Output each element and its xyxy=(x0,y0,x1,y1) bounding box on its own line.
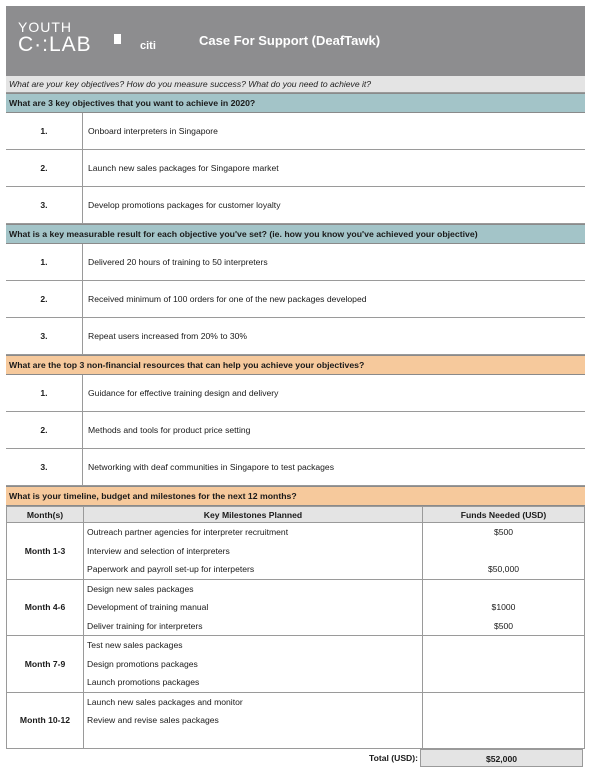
month-cell: Month 1-3 xyxy=(7,523,84,580)
objective-row xyxy=(6,244,585,281)
milestones-cell xyxy=(84,523,423,580)
section-heading: What is a key measurable result for each objective you've set? (ie. how you know you've achieved your objective) xyxy=(6,224,585,244)
section-heading: What are 3 key objectives that you want to achieve in 2020? xyxy=(6,93,585,113)
row-text: Methods and tools for product price setting xyxy=(88,425,251,435)
milestone-line xyxy=(84,730,422,749)
milestone-line: Launch promotions packages xyxy=(87,677,200,687)
fund-amount xyxy=(423,711,584,730)
citi-sponsor-logo: citi xyxy=(114,30,121,48)
col-month-header: Month(s) xyxy=(7,507,84,523)
milestone-line: Outreach partner agencies for interpreter recruitment xyxy=(87,527,289,537)
objective-row xyxy=(6,187,585,224)
milestone-line: Paperwork and payroll set-up for interpeters xyxy=(87,564,255,574)
row-number: 3. xyxy=(6,449,83,485)
objective-row xyxy=(6,113,585,150)
objective-row xyxy=(6,150,585,187)
milestones-cell xyxy=(84,692,423,749)
fund-amount xyxy=(423,730,584,749)
fund-amount: $50,000 xyxy=(487,564,520,574)
case-for-support-sheet xyxy=(6,6,585,767)
funds-cell xyxy=(423,523,585,580)
row-text: Develop promotions packages for customer loyalty xyxy=(88,200,281,210)
fund-amount xyxy=(423,693,584,712)
row-number: 2. xyxy=(6,281,83,317)
row-number: 1. xyxy=(6,113,83,149)
row-number: 2. xyxy=(6,150,83,186)
funds-cell xyxy=(423,692,585,749)
row-text: Onboard interpreters in Singapore xyxy=(88,126,218,136)
row-number: 1. xyxy=(6,375,83,411)
fund-amount: $500 xyxy=(493,527,514,537)
month-cell: Month 7-9 xyxy=(7,636,84,693)
milestones-cell xyxy=(84,579,423,636)
month-cell: Month 10-12 xyxy=(7,692,84,749)
fund-amount xyxy=(423,636,584,655)
milestone-line: Design new sales packages xyxy=(87,583,194,594)
milestones-cell xyxy=(84,636,423,693)
funds-cell xyxy=(423,579,585,636)
milestone-line: Design promotions packages xyxy=(87,658,198,669)
row-number: 2. xyxy=(6,412,83,448)
timeline-table xyxy=(6,506,585,749)
timeline-group-row xyxy=(7,523,585,580)
objective-row xyxy=(6,412,585,449)
objectives-sections xyxy=(6,93,585,486)
total-label: Total (USD): xyxy=(368,753,418,763)
milestone-line: Interview and selection of interpreters xyxy=(87,545,230,556)
sponsor-mark-icon xyxy=(114,34,121,44)
milestone-line: Launch new sales packages and monitor xyxy=(87,696,243,707)
row-text: Guidance for effective training design and delivery xyxy=(88,388,279,398)
row-text: Delivered 20 hours of training to 50 interpreters xyxy=(88,257,268,267)
section-heading: What are the top 3 non-financial resources that can help you achieve your objectives? xyxy=(6,355,585,375)
youth-colab-logo: YOUTH C·:LAB xyxy=(18,19,92,56)
milestone-line: Review and revise sales packages xyxy=(87,715,219,725)
timeline-heading: What is your timeline, budget and milestones for the next 12 months? xyxy=(6,486,585,506)
fund-amount xyxy=(423,655,584,674)
timeline-group-row xyxy=(7,579,585,636)
row-number: 3. xyxy=(6,187,83,223)
row-text: Networking with deaf communities in Singapore to test packages xyxy=(88,462,335,472)
objective-row xyxy=(6,281,585,318)
objective-row xyxy=(6,449,585,486)
total-row xyxy=(6,749,585,767)
fund-amount xyxy=(423,673,584,692)
row-number: 1. xyxy=(6,244,83,280)
page-title: Case For Support (DeafTawk) xyxy=(199,33,381,48)
fund-amount: $500 xyxy=(493,620,514,631)
col-milestones-header: Key Milestones Planned xyxy=(84,507,423,523)
month-cell: Month 4-6 xyxy=(7,579,84,636)
timeline-group-row xyxy=(7,692,585,749)
milestone-line: Development of training manual xyxy=(87,602,209,612)
funds-cell xyxy=(423,636,585,693)
intro-question: What are your key objectives? How do you measure success? What do you need to achieve it? xyxy=(6,76,585,93)
row-text: Repeat users increased from 20% to 30% xyxy=(88,331,248,341)
timeline-group-row xyxy=(7,636,585,693)
fund-amount xyxy=(423,542,584,561)
objective-row xyxy=(6,375,585,412)
milestone-line: Test new sales packages xyxy=(87,640,183,650)
fund-amount: $1000 xyxy=(491,602,516,612)
objective-row xyxy=(6,318,585,355)
row-text: Received minimum of 100 orders for one of the new packages developed xyxy=(88,294,367,304)
milestone-line: Deliver training for interpreters xyxy=(87,620,203,631)
total-value: $52,000 xyxy=(420,749,583,767)
fund-amount xyxy=(423,580,584,599)
row-text: Launch new sales packages for Singapore market xyxy=(88,163,279,173)
header-banner xyxy=(6,6,585,76)
row-number: 3. xyxy=(6,318,83,354)
col-funds-header: Funds Needed (USD) xyxy=(423,507,585,523)
